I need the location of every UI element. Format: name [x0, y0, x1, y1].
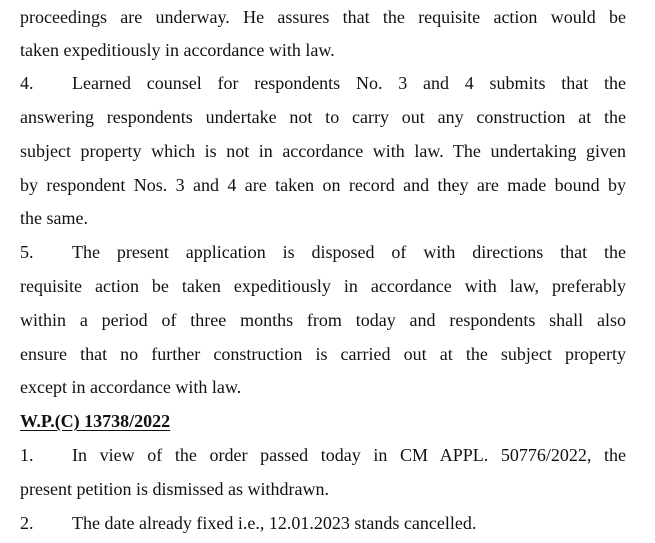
text-line: taken expeditiously in accordance with law.: [20, 40, 335, 60]
paragraph-number: 1.: [20, 445, 34, 465]
case-heading: [20, 404, 626, 438]
wp-paragraph-1-first-line: [20, 438, 626, 472]
text-line: subject property which is not in accordance with law. The undertaking given: [20, 141, 626, 161]
paragraph-number: 5.: [20, 242, 34, 262]
wp-paragraph-2-line: [20, 506, 626, 540]
paragraph-number: 2.: [20, 513, 34, 533]
paragraph-5-first-line: [20, 235, 626, 269]
text-line: by respondent Nos. 3 and 4 are taken on record and they are made bound by: [20, 175, 626, 195]
paragraph-4-first-line: [20, 66, 626, 100]
text-line: except in accordance with law.: [20, 377, 242, 397]
paragraph-text: In view of the order passed today in CM APPL. 50776/2022, the: [72, 445, 626, 465]
case-heading-text: W.P.(C) 13738/2022: [20, 411, 171, 431]
text-line: present petition is dismissed as withdrawn.: [20, 479, 329, 499]
text-line: requisite action be taken expeditiously in accordance with law, preferably: [20, 276, 626, 296]
paragraph-text: The date already fixed i.e., 12.01.2023 stands cancelled.: [72, 513, 477, 533]
text-line: within a period of three months from today and respondents shall also: [20, 310, 626, 330]
text-line: proceedings are underway. He assures that the requisite action would be: [20, 7, 626, 27]
paragraph-text: Learned counsel for respondents No. 3 and 4 submits that the: [72, 73, 626, 93]
paragraph-number: 4.: [20, 73, 34, 93]
paragraph-text: The present application is disposed of with directions that the: [72, 242, 626, 262]
text-line: answering respondents undertake not to carry out any construction at the: [20, 107, 626, 127]
text-line: the same.: [20, 208, 88, 228]
text-line: ensure that no further construction is carried out at the subject property: [20, 344, 626, 364]
